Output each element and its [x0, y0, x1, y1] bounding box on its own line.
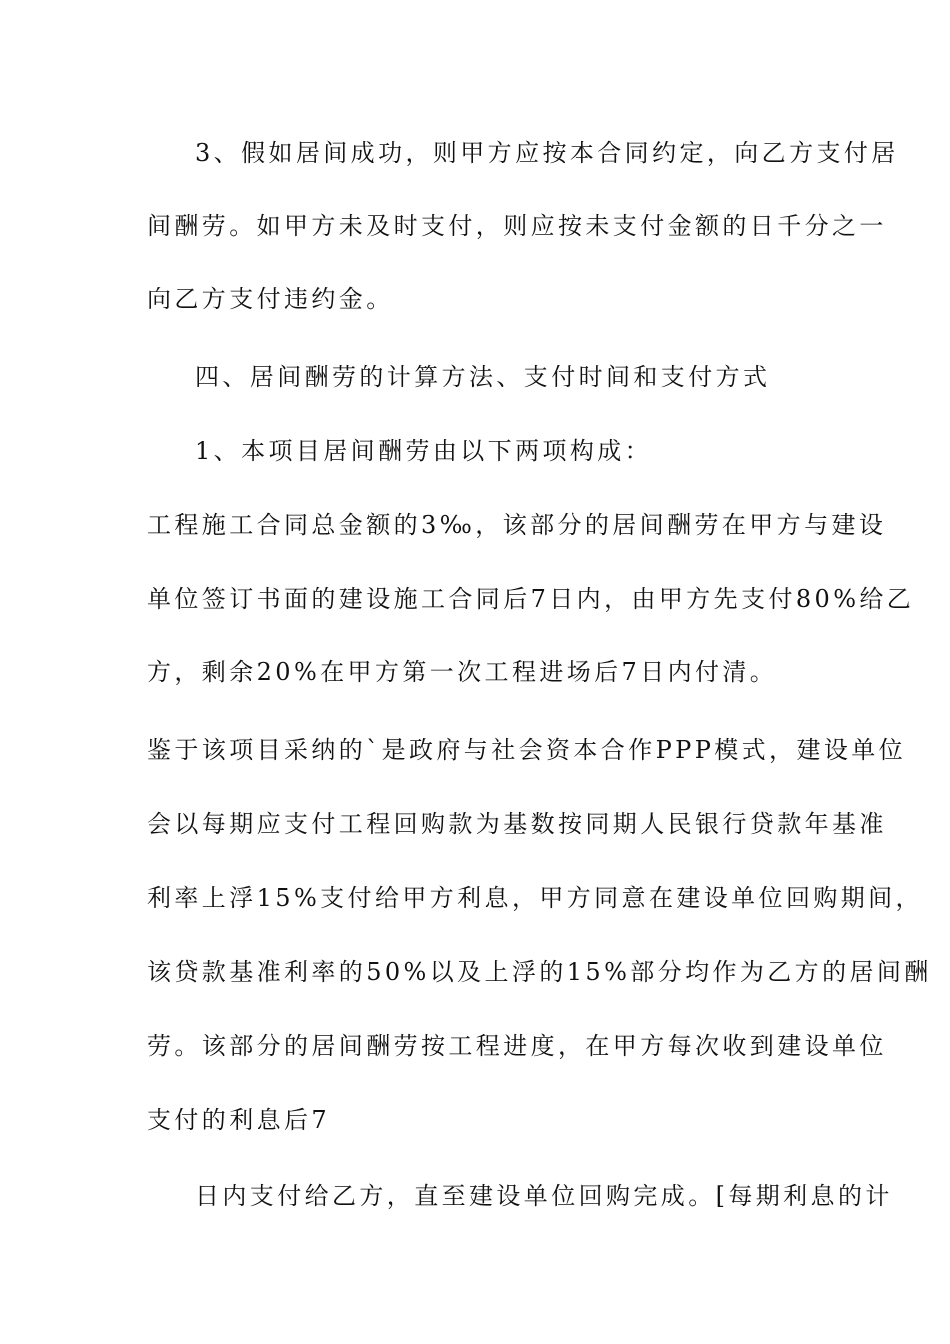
paragraph-line-8: 方，剩余20%在甲方第一次工程进场后7日内付清。: [147, 658, 778, 686]
paragraph-line-10: 会以每期应支付工程回购款为基数按同期人民银行贷款年基准: [147, 810, 887, 838]
paragraph-line-15: 日内支付给乙方，直至建设单位回购完成。[每期利息的计: [195, 1182, 893, 1210]
paragraph-line-1: 3、假如居间成功，则甲方应按本合同约定，向乙方支付居: [195, 139, 899, 167]
paragraph-line-7: 单位签订书面的建设施工合同后7日内，由甲方先支付80%给乙: [147, 585, 915, 613]
paragraph-line-5: 1、本项目居间酬劳由以下两项构成：: [195, 437, 653, 465]
section-heading-4: 四、居间酬劳的计算方法、支付时间和支付方式: [195, 363, 771, 391]
paragraph-line-2: 间酬劳。如甲方未及时支付，则应按未支付金额的日千分之一: [147, 212, 887, 240]
paragraph-line-6: 工程施工合同总金额的3‰，该部分的居间酬劳在甲方与建设: [147, 511, 887, 539]
paragraph-line-9: 鉴于该项目采纳的`是政府与社会资本合作PPP模式，建设单位: [147, 736, 907, 764]
paragraph-line-11: 利率上浮15%支付给甲方利息，甲方同意在建设单位回购期间，: [147, 884, 923, 912]
paragraph-line-14: 支付的利息后7: [147, 1106, 331, 1134]
paragraph-line-12: 该贷款基准利率的50%以及上浮的15%部分均作为乙方的居间酬: [147, 958, 932, 986]
paragraph-line-13: 劳。该部分的居间酬劳按工程进度，在甲方每次收到建设单位: [147, 1032, 887, 1060]
paragraph-line-3: 向乙方支付违约金。: [147, 285, 394, 313]
